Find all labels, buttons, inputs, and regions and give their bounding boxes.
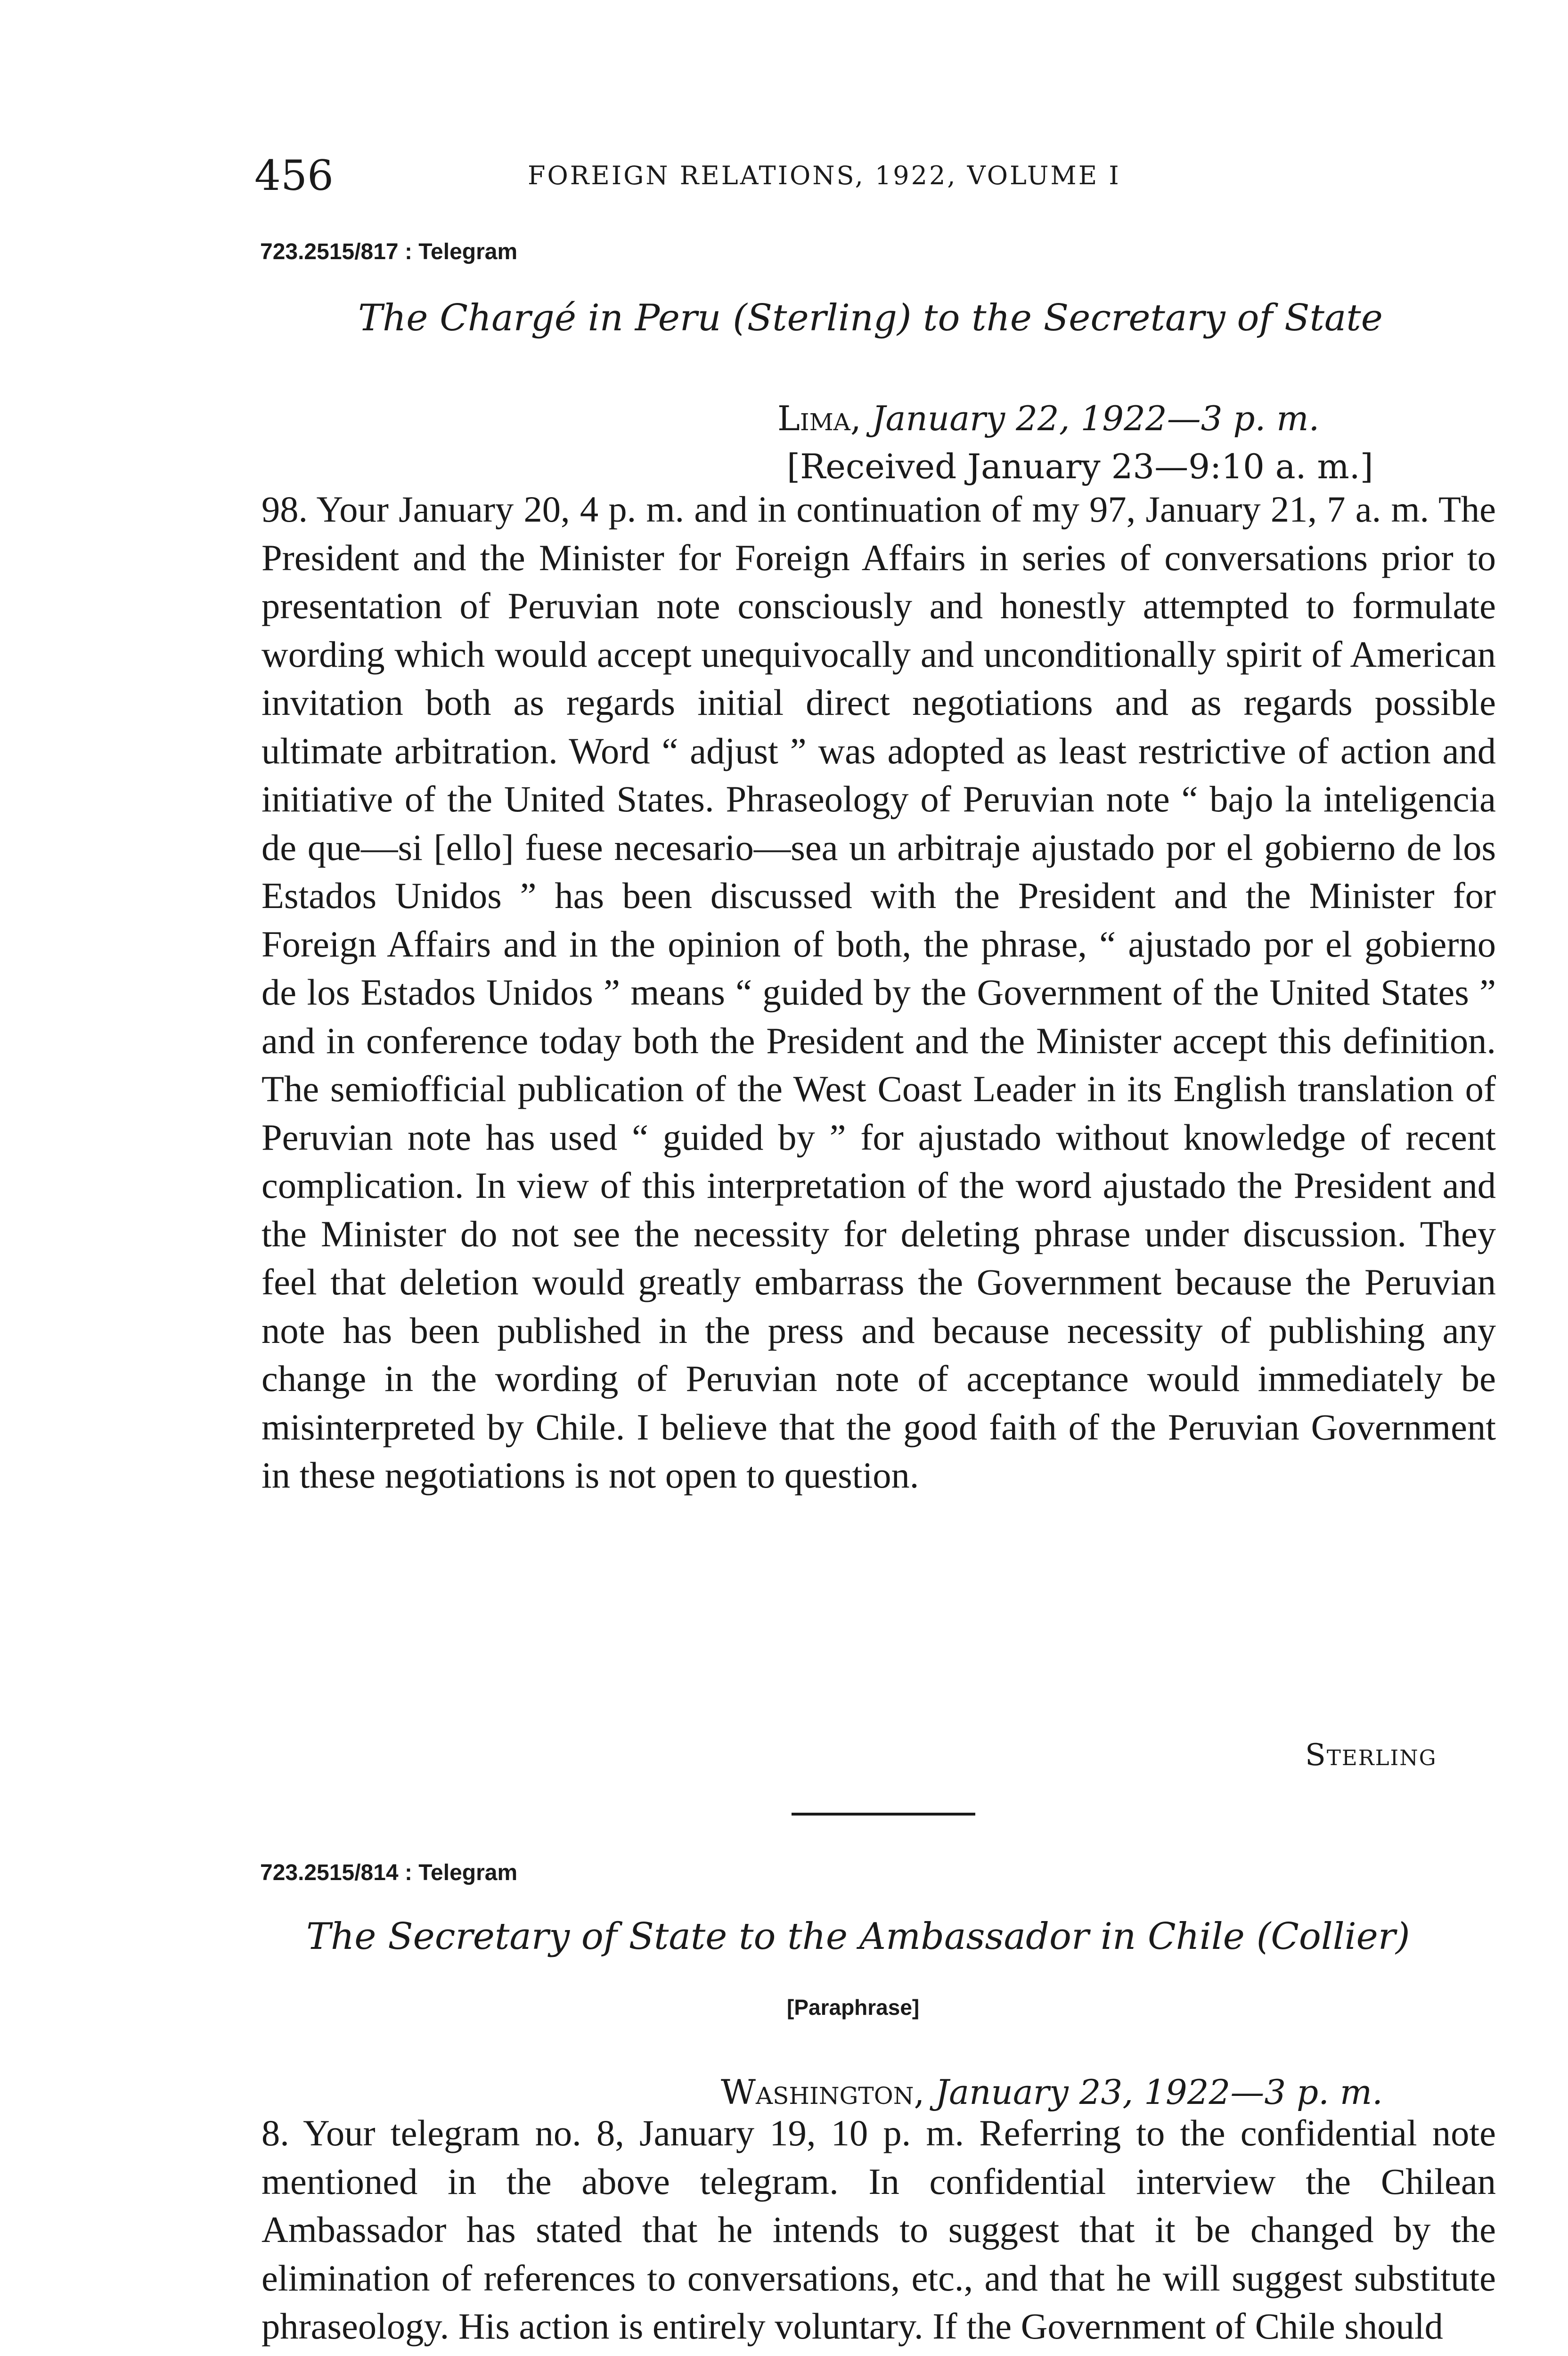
doc2-date: January 23, 1922—3 p. m. — [935, 2072, 1383, 2112]
doc1-place: Lima, — [777, 399, 861, 438]
doc2-place: Washington, — [721, 2072, 925, 2112]
doc2-body-paragraph: 8. Your telegram no. 8, January 19, 10 p. m. Referring to the confidential note mentioned in the above telegram. In confidential interview the Chilean Ambassador has stated that he intends to suggest that it be changed by the elimination of references to conversations, etc., and that he will suggest substitute phraseology. His action is entirely voluntary. If the Government of Chile should — [261, 2112, 1496, 2347]
doc2-dateline — [721, 2069, 1383, 2116]
doc1-body — [261, 485, 1496, 1500]
doc1-heading: The Chargé in Peru (Sterling) to the Secretary of State — [358, 297, 1383, 339]
doc1-signature: Sterling — [1305, 1738, 1437, 1773]
doc2-paraphrase-label: [Paraphrase] — [787, 1995, 920, 2020]
doc2-file-reference: 723.2515/814 : Telegram — [260, 1860, 518, 1885]
doc1-dateline — [777, 395, 1319, 442]
doc1-received-line: [Received January 23—9:10 a. m.] — [787, 447, 1373, 486]
doc1-date: January 22, 1922—3 p. m. — [872, 399, 1320, 438]
doc2-heading: The Secretary of State to the Ambassador in Chile (Collier) — [306, 1915, 1410, 1958]
page-header — [254, 150, 1527, 202]
page-number: 456 — [254, 151, 334, 200]
running-head: FOREIGN RELATIONS, 1922, VOLUME I — [528, 161, 1121, 190]
doc1-file-reference: 723.2515/817 : Telegram — [260, 239, 518, 264]
section-divider — [792, 1813, 975, 1816]
doc1-body-paragraph: 98. Your January 20, 4 p. m. and in continuation of my 97, January 21, 7 a. m. The President and the Minister for Foreign Affairs in series of conversations prior to presentation of Peruvian note consciously and honestly attempted to formulate wording which would accept unequivocally and unconditionally spirit of American invitation both as regards initial direct negotiations and as regards possible ultimate arbitration. Word “ adjust ” was adopted as least restrictive of action and initiative of the United States. Phraseology of Peruvian note “ bajo la inteligencia de que—si [ello] fuese necesario—sea un arbitraje ajustado por el gobierno de los Estados Unidos ” has been discussed with the President and the Minister for Foreign Affairs and in the opinion of both, the phrase, “ ajustado por el gobierno de los Estados Unidos ” means “ guided by the Government of the United States ” and in conference today both the President and the Minister accept this definition. The semiofficial publication of the West Coast Leader in its English translation of Peruvian note has used “ guided by ” for ajustado without knowledge of recent complication. In view of this interpretation of the word ajustado the President and the Minister do not see the necessity for deleting phrase under discussion. They feel that deletion would greatly embarrass the Government because the Peruvian note has been published in the press and because necessity of publishing any change in the wording of Peruvian note of acceptance would immediately be misinterpreted by Chile. I believe that the good faith of the Peruvian Government in these negotiations is not open to question. — [261, 489, 1496, 1496]
doc2-body — [261, 2109, 1496, 2351]
